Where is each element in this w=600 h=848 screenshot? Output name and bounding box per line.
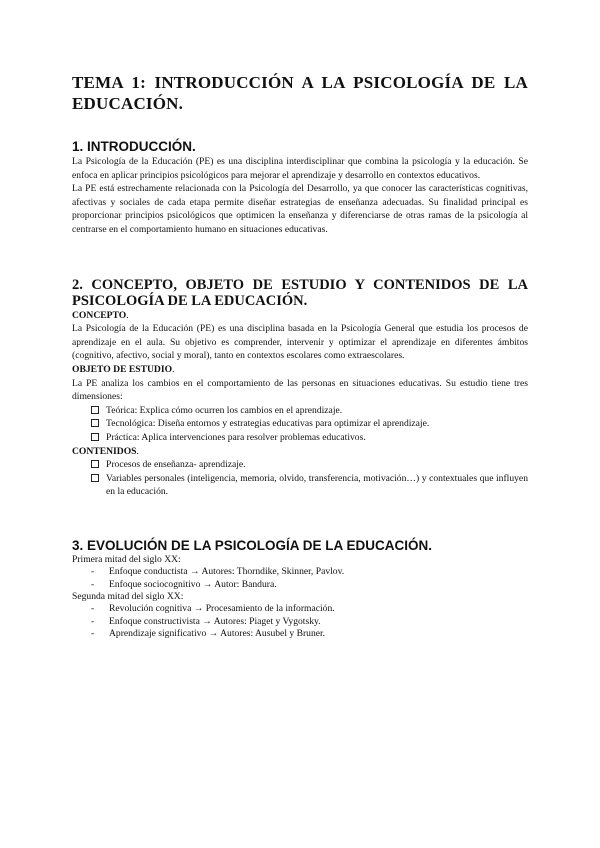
list-item-text: Procesos de enseñanza- aprendizaje. bbox=[106, 459, 246, 471]
section-heading: 3. EVOLUCIÓN DE LA PSICOLOGÍA DE LA EDUCACIÓN. bbox=[72, 537, 433, 553]
list-item bbox=[91, 616, 528, 628]
checkbox-icon bbox=[91, 433, 99, 441]
checkbox-icon bbox=[91, 406, 99, 414]
subheading-label: CONCEPTO bbox=[72, 309, 127, 321]
dash-bullet: - bbox=[91, 566, 95, 578]
list-item-text: Enfoque constructivista → Autores: Piaget y Vygotsky. bbox=[109, 615, 321, 627]
dash-list bbox=[72, 566, 528, 590]
subheading-label: CONTENIDOS bbox=[72, 445, 137, 457]
section-heading: 1. INTRODUCCIÓN. bbox=[72, 139, 196, 154]
section-concepto bbox=[72, 277, 528, 499]
section-introduccion bbox=[72, 138, 528, 237]
subheading-concepto bbox=[72, 309, 528, 323]
list-item-text: Revolución cognitiva → Procesamiento de la información. bbox=[109, 603, 335, 615]
checkbox-icon bbox=[91, 474, 99, 482]
period-label: Segunda mitad del siglo XX: bbox=[72, 590, 184, 602]
subheading-objeto bbox=[72, 363, 528, 377]
dash-list bbox=[72, 603, 528, 640]
list-item-text: Teórica: Explica cómo ocurren los cambios en el aprendizaje. bbox=[106, 404, 343, 416]
list-item-text: Aprendizaje significativo → Autores: Ausubel y Bruner. bbox=[109, 627, 326, 639]
list-item bbox=[91, 417, 528, 431]
list-item bbox=[91, 603, 528, 615]
period-mark: . bbox=[136, 445, 139, 457]
list-item bbox=[91, 566, 528, 578]
paragraph: La Psicología de la Educación (PE) es una disciplina basada en la Psicología General que estudia los procesos de aprendizaje en el aula. Su objetivo es comprender, intervenir y optimizar el aprendizaje en diferentes ámbitos (cognitivo, afectivo, social y moral), tanto en contextos escolares como extraescolares. bbox=[72, 323, 528, 362]
period-mark: . bbox=[172, 363, 175, 375]
list-item bbox=[91, 458, 528, 472]
period-label: Primera mitad del siglo XX: bbox=[72, 553, 181, 565]
list-item-text: Enfoque sociocognitivo → Autor: Bandura. bbox=[109, 578, 277, 590]
checkbox-list bbox=[72, 458, 528, 499]
list-item-text: Tecnológica: Diseña entornos y estrategias educativas para optimizar el aprendizaje. bbox=[106, 418, 430, 430]
dash-bullet: - bbox=[91, 627, 95, 639]
paragraph: La PE está estrechamente relacionada con la Psicología del Desarrollo, ya que conocer las características cognitivas, afectivas y sociales de cada etapa permite diseñar estrategias de enseñanza adecuadas. Su finalidad principal es proporcionar principios psicológicos que optimicen la enseñanza y diferenciarse de otras ramas de la psicología al centrarse en el comportamiento humano en situaciones educativas. bbox=[72, 183, 528, 235]
checkbox-icon bbox=[91, 419, 99, 427]
list-item-text: Práctica: Aplica intervenciones para resolver problemas educativos. bbox=[106, 431, 366, 443]
document-title: TEMA 1: INTRODUCCIÓN A LA PSICOLOGÍA DE LA EDUCACIÓN. bbox=[72, 73, 528, 113]
list-item bbox=[91, 579, 528, 591]
section-heading: 2. CONCEPTO, OBJETO DE ESTUDIO Y CONTENIDOS DE LA PSICOLOGÍA DE LA EDUCACIÓN. bbox=[72, 276, 528, 309]
checkbox-list bbox=[72, 404, 528, 445]
dash-bullet: - bbox=[91, 578, 95, 590]
list-item-text: Variables personales (inteligencia, memoria, olvido, transferencia, motivación…) y contextuales que influyen en la educación. bbox=[106, 472, 528, 498]
dash-bullet: - bbox=[91, 603, 95, 615]
dash-bullet: - bbox=[91, 615, 95, 627]
checkbox-icon bbox=[91, 460, 99, 468]
list-item bbox=[91, 472, 528, 499]
section-evolucion bbox=[72, 537, 528, 640]
list-item bbox=[91, 628, 528, 640]
list-item bbox=[91, 431, 528, 445]
list-item bbox=[91, 404, 528, 418]
period-mark: . bbox=[126, 309, 129, 321]
paragraph: La PE analiza los cambios en el comportamiento de las personas en situaciones educativas. Su estudio tiene tres dimensiones: bbox=[72, 377, 528, 403]
subheading-contenidos bbox=[72, 445, 528, 459]
subheading-label: OBJETO DE ESTUDIO bbox=[72, 363, 173, 375]
list-item-text: Enfoque conductista → Autores: Thorndike, Skinner, Pavlov. bbox=[109, 566, 345, 578]
paragraph: La Psicología de la Educación (PE) es una disciplina interdisciplinar que combina la psicología y la educación. Se enfoca en aplicar principios psicológicos para mejorar el aprendizaje y desarrollo en contextos educativos. bbox=[72, 156, 528, 181]
